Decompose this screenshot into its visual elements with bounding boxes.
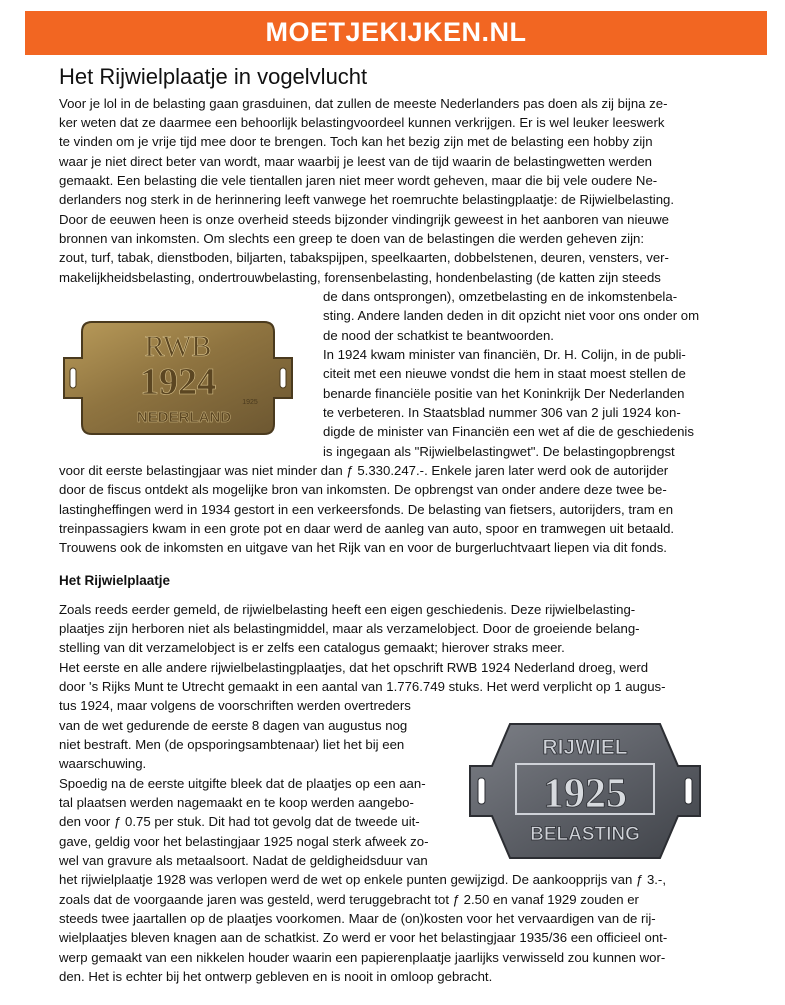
- plate-1924-line2: 1924: [140, 361, 216, 403]
- plate-1925-line1: RIJWIEL: [542, 736, 628, 759]
- text-line: waarschuwing.: [59, 756, 147, 771]
- text-line: stelling van dit verzamelobject is er zelfs een catalogus gemaakt; hierover straks meer.: [59, 640, 565, 655]
- text-line: niet bestraft. Men (de opsporingsambtenaar) liet het bij een: [59, 737, 405, 752]
- section-subheading: Het Rijwielplaatje: [59, 573, 171, 588]
- plate-1924-line3: NEDERLAND: [136, 409, 232, 426]
- text-line: Het eerste en alle andere rijwielbelastingplaatjes, dat het opschrift RWB 1924 Nederland droeg, werd: [59, 660, 649, 675]
- text-line: In 1924 kwam minister van financiën, Dr. H. Colijn, in de publi-: [323, 347, 686, 362]
- text-line: van de wet gedurende de eerste 8 dagen van augustus nog: [59, 718, 408, 733]
- rijwielbelasting-1925-plate-image: [466, 716, 704, 866]
- rwb-1924-plate-image: [60, 318, 296, 438]
- text-line: werp gemaakt van een nikkelen houder waarin een papierenplaatje jaarlijks verwisseld zou kunnen wor-: [59, 950, 666, 965]
- plate-1924-small-mark: 1925: [242, 399, 258, 406]
- text-line: zoals dat de voorgaande jaren was gesteld, werd teruggebracht tot ƒ 2.50 en vanaf 1929 zouden er: [59, 892, 639, 907]
- text-line: tus 1924, maar volgens de voorschriften werden overtreders: [59, 698, 411, 713]
- text-line: is ingegaan als "Rijwielbelastingwet". De belastingopbrengst: [323, 444, 675, 459]
- site-banner: [25, 11, 767, 55]
- text-line: Door de eeuwen heen is onze overheid steeds bijzonder vindingrijk geweest in het aanboren van nieuwe: [59, 212, 669, 227]
- text-line: sting. Andere landen deden in dit opzicht niet voor ons onder om: [323, 308, 700, 323]
- text-line: tal plaatsen werden nagemaakt en te koop werden aangebo-: [59, 795, 414, 810]
- plate-1925-line2: 1925: [543, 771, 627, 817]
- text-line: citeit met een nieuwe vondst die hem in staat moest stellen de: [323, 366, 686, 381]
- text-line: door de fiscus ontdekt als mogelijke bron van inkomsten. De opbrengst van onder andere deze twee be-: [59, 482, 667, 497]
- text-line: de dans ontsprongen), omzetbelasting en de inkomstenbela-: [323, 289, 678, 304]
- text-line: makelijkheidsbelasting, ondertrouwbelasting, forensenbelasting, hondenbelasting (de katten zijn steeds: [59, 270, 661, 285]
- text-line: den. Het is echter bij het ontwerp gebleven en is nooit in omloop gebracht.: [59, 969, 493, 984]
- text-line: digde de minister van Financiën een wet af die de geschiedenis: [323, 424, 694, 439]
- text-line: voor dit eerste belastingjaar was niet minder dan ƒ 5.330.247.-. Enkele jaren later werd ook de autorijder: [59, 463, 669, 478]
- text-line: lastingheffingen werd in 1934 gestort in een verkeersfonds. De belasting van fietsers, autorijders, tram en: [59, 502, 674, 517]
- text-line: Spoedig na de eerste uitgifte bleek dat de plaatjes op een aan-: [59, 776, 426, 791]
- text-line: bronnen van inkomsten. Om slechts een greep te doen van de belastingen die werden geheven zijn:: [59, 231, 645, 246]
- text-line: steeds twee jaartallen op de plaatjes voorkomen. Maar de (on)kosten voor het vervaardigen van de rij-: [59, 911, 656, 926]
- text-line: Trouwens ook de inkomsten en uitgave van het Rijk van en voor de burgerluchtvaart liepen via dit fonds.: [59, 540, 667, 555]
- text-line: Voor je lol in de belasting gaan grasduinen, dat zullen de meeste Nederlanders pas doen als zij bijna ze-: [59, 96, 668, 111]
- text-line: Zoals reeds eerder gemeld, de rijwielbelasting heeft een eigen geschiedenis. Deze rijwielbelasting-: [59, 602, 636, 617]
- site-name: MOETJEKIJKEN.NL: [265, 17, 527, 47]
- text-line: te vinden om je vrije tijd mee door te brengen. Toch kan het bezig zijn met de belasting een hobby zijn: [59, 134, 653, 149]
- text-line: den voor ƒ 0.75 per stuk. Dit had tot gevolg dat de tweede uit-: [59, 814, 420, 829]
- text-line: waar je niet direct beter van wordt, maar waarbij je leest van de tijd waarin de belastingwetten werden: [59, 154, 653, 169]
- text-line: wielplaatjes bleven knagen aan de schatkist. Zo werd er voor het belastingjaar 1935/36 een officieel ont-: [59, 930, 668, 945]
- text-line: het rijwielplaatje 1928 was verlopen werd de wet op enkele punten gewijzigd. De aankoopprijs van ƒ 3.-,: [59, 872, 666, 887]
- text-line: door 's Rijks Munt te Utrecht gemaakt in een aantal van 1.776.749 stuks. Het werd verplicht op 1 augus-: [59, 679, 666, 694]
- text-line: plaatjes zijn herboren niet als belastingmiddel, maar als verzamelobject. Door de groeiende belang-: [59, 621, 640, 636]
- text-line: gave, geldig voor het belastingjaar 1925 nogal sterk afweek zo-: [59, 834, 429, 849]
- plate-1925-line3: BELASTING: [530, 824, 640, 845]
- text-line: treinpassagiers kwam in een grote pot en daar werd de aanleg van auto, spoor en tramwegen uit betaald.: [59, 521, 675, 536]
- text-line: wel van gravure als metaalsoort. Nadat de geldigheidsduur van: [59, 853, 428, 868]
- text-line: de nood der schatkist te beantwoorden.: [323, 328, 554, 343]
- text-line: zout, turf, tabak, dienstboden, biljarten, tabakspijpen, speelkaarten, dobbelstenen, deuren, vensters, ver-: [59, 250, 669, 265]
- article-title: Het Rijwielplaatje in vogelvlucht: [59, 64, 368, 89]
- text-line: derlanders nog sterk in de herinnering leeft vanwege het roemruchte belastingplaatje: de Rijwielbelasting.: [59, 192, 675, 207]
- plate-1924-line1: RWB: [144, 330, 212, 363]
- text-line: benarde financiële positie van het Koninkrijk Der Nederlanden: [323, 386, 685, 401]
- text-line: te verbeteren. In Staatsblad nummer 306 van 2 juli 1924 kon-: [323, 405, 681, 420]
- text-line: gemaakt. Een belasting die vele tientallen jaren niet meer wordt geheven, maar die bij vele oudere Ne-: [59, 173, 658, 188]
- text-line: ker weten dat ze daarmee een behoorlijk belastingvoordeel kunnen verkrijgen. Er is wel leuker leeswerk: [59, 115, 665, 130]
